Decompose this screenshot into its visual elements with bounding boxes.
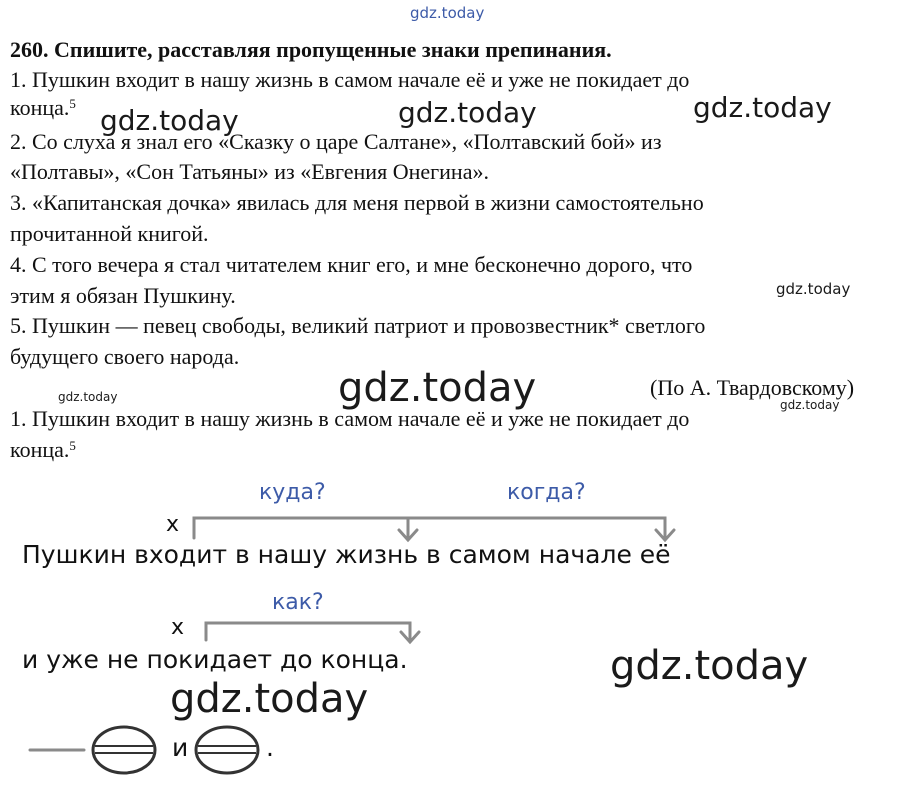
watermark: gdz.today (610, 643, 809, 689)
cross-mark: х (171, 615, 185, 640)
footnote-mark: 5 (69, 96, 76, 111)
watermark: gdz.today (776, 280, 851, 298)
source-attribution: (По А. Твардовскому) (650, 375, 855, 400)
watermark: gdz.today (170, 676, 369, 722)
exercise-line: 1. Пушкин входит в нашу жизнь в самом начале её и уже не покидает до (10, 67, 690, 92)
exercise-line: конца.$^5$ (10, 95, 76, 120)
conjunction-label: и (172, 733, 189, 762)
exercise-line: 3. «Капитанская дочка» явилась для меня первой в жизни самостоятельно (10, 190, 704, 215)
exercise-line: 5. Пушкин — певец свободы, великий патриот и провозвестник* светлого (10, 313, 706, 338)
question-label: куда? (259, 480, 326, 505)
diagram-sentence: Пушкин входит в нашу жизнь в самом начале её (22, 540, 671, 569)
exercise-line: «Полтавы», «Сон Татьяны» из «Евгения Онегина». (10, 159, 489, 184)
watermark: gdz.today (398, 96, 537, 129)
question-label: как? (272, 590, 324, 615)
diagram-sentence: и уже не покидает до конца. (22, 645, 408, 674)
watermark: gdz.today (338, 365, 537, 411)
bracket-line (206, 623, 410, 640)
watermark: gdz.today (780, 398, 840, 412)
predicate-circle (93, 727, 155, 773)
exercise-heading: 260. Спишите, расставляя пропущенные знаки препинания. (10, 37, 612, 62)
cross-mark: х (166, 512, 180, 537)
watermark: gdz.today (58, 390, 118, 404)
watermark-top: gdz.today (410, 4, 485, 22)
footnote-mark: 5 (69, 438, 76, 453)
exercise-line: прочитанной книгой. (10, 221, 209, 246)
answer-line: конца.$^5$ (10, 437, 76, 462)
watermark: gdz.today (100, 104, 239, 137)
watermark: gdz.today (693, 91, 832, 124)
exercise-line: этим я обязан Пушкину. (10, 283, 236, 308)
answer-line: 1. Пушкин входит в нашу жизнь в самом начале её и уже не покидает до (10, 406, 690, 431)
question-label: когда? (507, 480, 586, 505)
bracket-line (194, 518, 665, 538)
period-mark: . (266, 733, 274, 762)
predicate-circle (196, 727, 258, 773)
exercise-line: будущего своего народа. (10, 344, 240, 369)
exercise-line: 2. Со слуха я знал его «Сказку о царе Салтане», «Полтавский бой» из (10, 129, 662, 154)
exercise-line: 4. С того вечера я стал читателем книг его, и мне бесконечно дорого, что (10, 252, 693, 277)
